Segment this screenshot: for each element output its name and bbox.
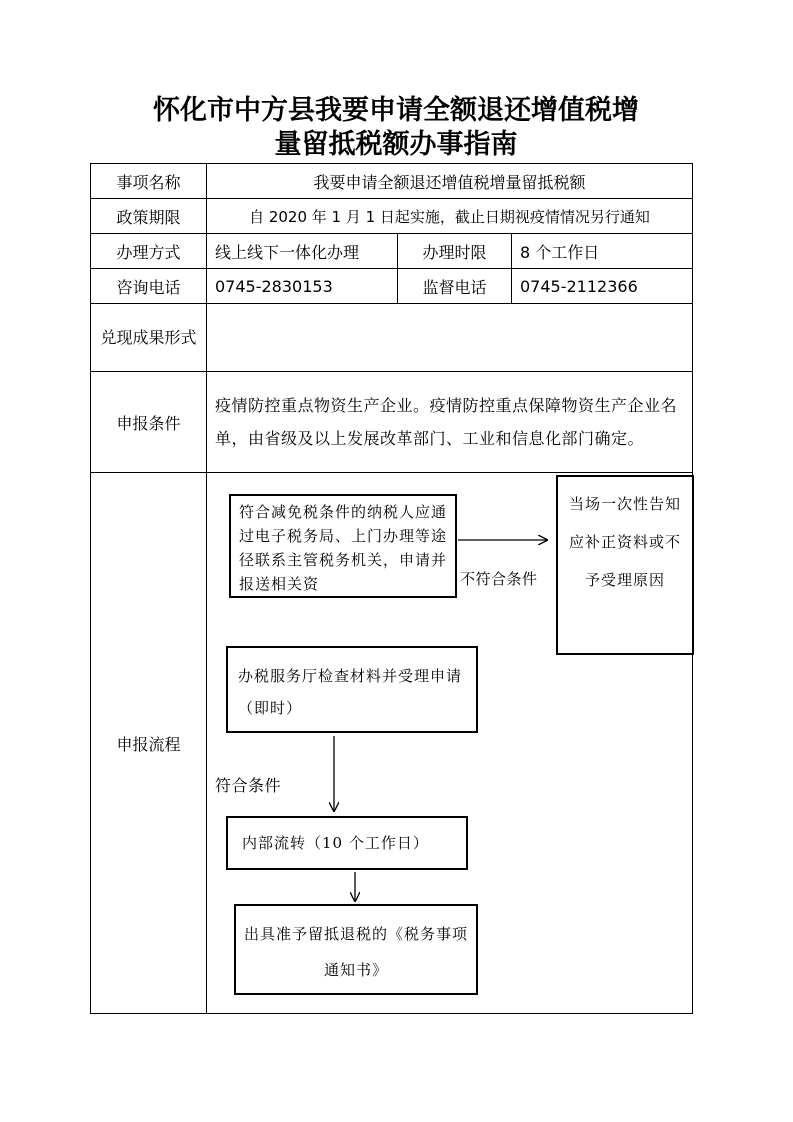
method-value: 线上线下一体化办理 bbox=[207, 234, 398, 269]
row-process bbox=[91, 473, 693, 1014]
result-form-label: 兑现成果形式 bbox=[91, 304, 207, 372]
flow-step-review: 办税服务厅检查材料并受理申请（即时） bbox=[226, 646, 478, 733]
supervise-phone-value: 0745-2112366 bbox=[512, 269, 693, 304]
row-result-form bbox=[91, 304, 693, 372]
phone-value: 0745-2830153 bbox=[207, 269, 398, 304]
row-policy-period bbox=[91, 199, 693, 234]
row-item-name bbox=[91, 164, 693, 199]
conditions-value: 疫情防控重点物资生产企业。疫情防控重点保障物资生产企业名单，由省级及以上发展改革部门、工业和信息化部门确定。 bbox=[207, 372, 693, 473]
item-name-value: 我要申请全额退还增值税增量留抵税额 bbox=[207, 164, 693, 199]
process-cell bbox=[207, 473, 693, 1014]
policy-period-label: 政策期限 bbox=[91, 199, 207, 234]
page-title-line2: 量留抵税额办事指南 bbox=[274, 129, 518, 160]
row-conditions bbox=[91, 372, 693, 473]
policy-period-value: 自 2020 年 1 月 1 日起实施，截止日期视疫情情况另行通知 bbox=[207, 199, 693, 234]
flow-step-reject-notice: 当场一次性告知应补正资料或不予受理原因 bbox=[556, 475, 694, 655]
process-label: 申报流程 bbox=[91, 473, 207, 1014]
time-limit-value: 8 个工作日 bbox=[512, 234, 693, 269]
flow-step-internal: 内部流转（10 个工作日） bbox=[226, 816, 468, 870]
row-phone bbox=[91, 269, 693, 304]
phone-label: 咨询电话 bbox=[91, 269, 207, 304]
conditions-label: 申报条件 bbox=[91, 372, 207, 473]
flow-label-eligible: 符合条件 bbox=[215, 776, 282, 795]
row-method bbox=[91, 234, 693, 269]
method-label: 办理方式 bbox=[91, 234, 207, 269]
page-title-line1: 怀化市中方县我要申请全额退还增值税增 bbox=[153, 95, 639, 126]
result-form-value bbox=[207, 304, 693, 372]
flow-step-notice: 出具准予留抵退税的《税务事项通知书》 bbox=[234, 904, 478, 995]
flow-step-submit: 符合减免税条件的纳税人应通过电子税务局、上门办理等途径联系主管税务机关，申请并报送相关资 bbox=[229, 494, 457, 598]
flow-label-not-eligible: 不符合条件 bbox=[460, 570, 538, 588]
item-name-label: 事项名称 bbox=[91, 164, 207, 199]
guide-table bbox=[90, 163, 693, 1014]
supervise-phone-label: 监督电话 bbox=[398, 269, 512, 304]
time-limit-label: 办理时限 bbox=[398, 234, 512, 269]
process-flowchart bbox=[207, 473, 692, 1013]
